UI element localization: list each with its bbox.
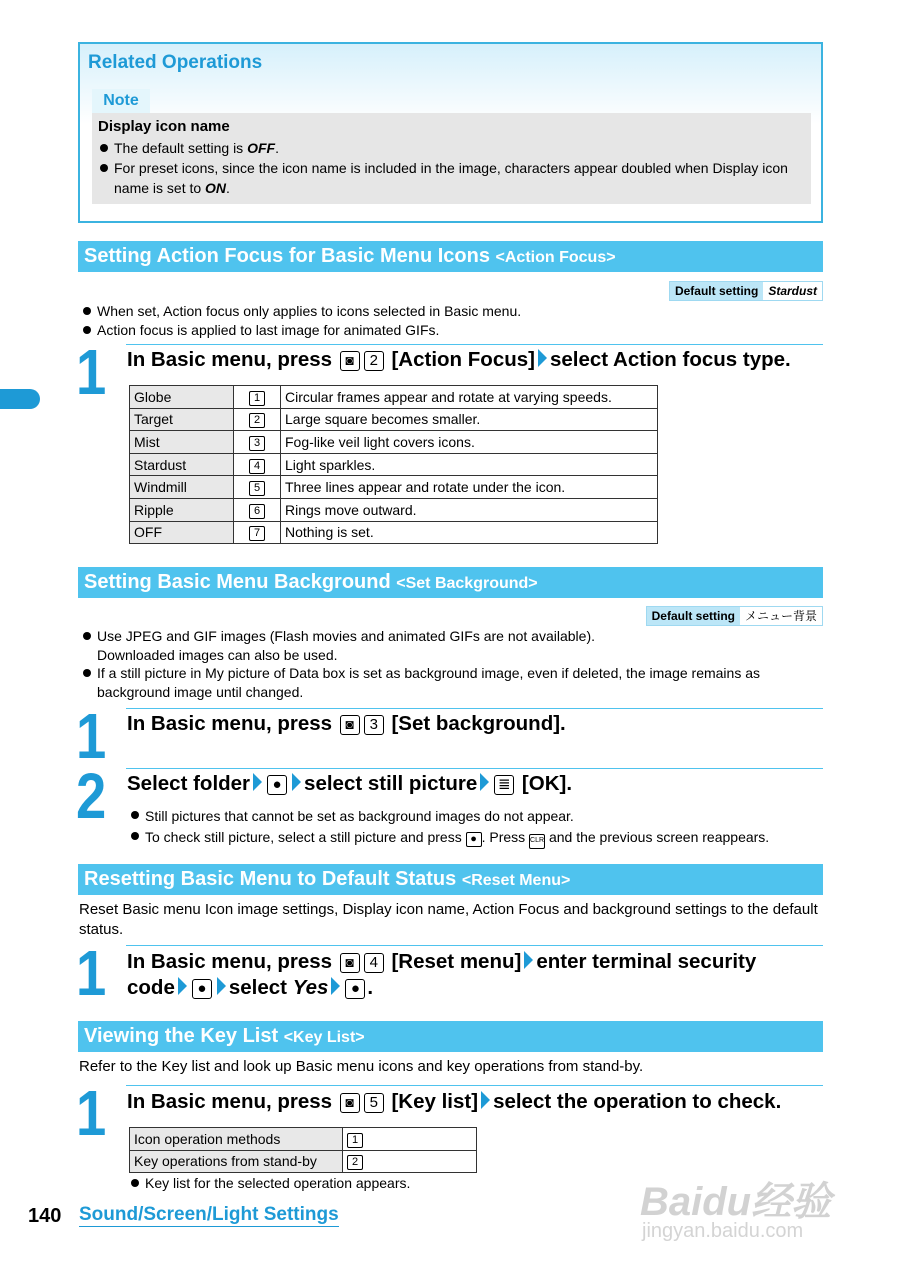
section-header-action-focus: Setting Action Focus for Basic Menu Icons <Action Focus> (78, 241, 823, 272)
key-list-intro: Refer to the Key list and look up Basic menu icons and key operations from stand-by. (79, 1058, 644, 1075)
action-focus-table (129, 385, 658, 544)
step-number: 1 (76, 336, 107, 408)
step-sub-bullets (127, 806, 827, 849)
arrow-icon (331, 977, 340, 995)
note-item: The default setting is OFF. (98, 138, 805, 158)
table-row: Globe 1 Circular frames appear and rotate at varying speeds. (130, 386, 658, 409)
watermark-url: jingyan.baidu.com (642, 1220, 804, 1242)
table-row: OFF 7 Nothing is set. (130, 521, 658, 544)
action-focus-bullets (79, 302, 824, 339)
number-key-icon: 5 (249, 481, 265, 496)
number-key-icon: 2 (249, 413, 265, 428)
default-setting-badge: Default setting Stardust (669, 281, 823, 301)
step-number: 1 (76, 1077, 107, 1149)
bullet-item: Action focus is applied to last image for animated GIFs. (79, 321, 824, 340)
camera-key-icon: ◙ (340, 1093, 360, 1113)
bullet-item: When set, Action focus only applies to icons selected in Basic menu. (79, 302, 824, 321)
table-row: Ripple 6 Rings move outward. (130, 498, 658, 521)
number-key-icon: 2 (347, 1155, 363, 1170)
note-heading: Display icon name (98, 118, 230, 135)
arrow-icon (292, 773, 301, 791)
center-key-icon: ● (345, 979, 365, 999)
number-key-icon: 6 (249, 504, 265, 519)
menu-key-icon: ≣ (494, 775, 514, 795)
arrow-icon (253, 773, 262, 791)
center-key-icon: ● (192, 979, 212, 999)
step-number: 2 (76, 760, 107, 832)
note-label: Note (92, 89, 150, 113)
default-setting-badge: Default setting メニュー背景 (646, 606, 823, 626)
step-divider (126, 1085, 823, 1086)
step-instruction: Select folder ● select still picture ≣ [OK]. (127, 772, 573, 795)
related-operations-box (78, 42, 823, 223)
arrow-icon (538, 349, 547, 367)
note-list (98, 138, 805, 198)
center-key-icon: ● (466, 832, 482, 847)
table-row: Stardust 4 Light sparkles. (130, 453, 658, 476)
center-key-icon: ● (267, 775, 287, 795)
camera-key-icon: ◙ (340, 953, 360, 973)
number-key-icon: 7 (249, 526, 265, 541)
step-instruction: In Basic menu, press ◙ 5 [Key list] select the operation to check. (127, 1090, 782, 1113)
step-instruction: In Basic menu, press ◙ 2 [Action Focus] select Action focus type. (127, 348, 791, 371)
step-divider (126, 708, 823, 709)
related-operations-title: Related Operations (88, 52, 263, 73)
note-item: For preset icons, since the icon name is included in the image, characters appear doubled when Display icon name is set to ON. (98, 158, 805, 198)
number-key-icon: 2 (364, 351, 384, 371)
arrow-icon (480, 773, 489, 791)
step-number: 1 (76, 700, 107, 772)
bullet-item: Still pictures that cannot be set as background images do not appear. (127, 806, 827, 827)
bullet-item: To check still picture, select a still picture and press ● . Press CLR and the previous screen reappears. (127, 827, 827, 849)
table-row: Icon operation methods 1 (130, 1128, 477, 1151)
step-instruction: In Basic menu, press ◙ 3 [Set background]. (127, 712, 566, 735)
bullet-item: Use JPEG and GIF images (Flash movies and animated GIFs are not available). Downloaded images can also be used. (79, 627, 824, 664)
arrow-icon (524, 951, 533, 969)
section-header-reset-menu: Resetting Basic Menu to Default Status <Reset Menu> (78, 864, 823, 895)
page-number: 140 (28, 1205, 62, 1227)
watermark (640, 1150, 850, 1245)
step-divider (126, 768, 823, 769)
table-row: Mist 3 Fog-like veil light covers icons. (130, 431, 658, 454)
step-number: 1 (76, 937, 107, 1009)
arrow-icon (217, 977, 226, 995)
table-row: Windmill 5 Three lines appear and rotate under the icon. (130, 476, 658, 499)
step-instruction: In Basic menu, press ◙ 4 [Reset menu] enter terminal security code ● select Yes ● . (127, 950, 757, 999)
arrow-icon (178, 977, 187, 995)
chapter-side-tab (0, 389, 40, 409)
arrow-icon (481, 1091, 490, 1109)
table-row: Key operations from stand-by 2 (130, 1150, 477, 1173)
number-key-icon: 1 (249, 391, 265, 406)
note-body (92, 113, 811, 204)
number-key-icon: 1 (347, 1133, 363, 1148)
watermark-logo: Baidu经验 (640, 1180, 832, 1224)
number-key-icon: 3 (364, 715, 384, 735)
key-list-table (129, 1127, 477, 1173)
step-divider (126, 344, 823, 345)
chapter-link[interactable]: Sound/Screen/Light Settings (79, 1204, 339, 1225)
number-key-icon: 4 (249, 459, 265, 474)
table-row: Target 2 Large square becomes smaller. (130, 408, 658, 431)
bullet-item: If a still picture in My picture of Data box is set as background image, even if deleted, the image remains as background image until changed. (79, 664, 824, 701)
section-header-key-list: Viewing the Key List <Key List> (78, 1021, 823, 1052)
camera-key-icon: ◙ (340, 715, 360, 735)
background-bullets (79, 627, 824, 701)
bullet-item: Key list for the selected operation appears. (127, 1174, 827, 1193)
section-header-set-background: Setting Basic Menu Background <Set Background> (78, 567, 823, 598)
number-key-icon: 5 (364, 1093, 384, 1113)
camera-key-icon: ◙ (340, 351, 360, 371)
number-key-icon: 3 (249, 436, 265, 451)
number-key-icon: 4 (364, 953, 384, 973)
step-divider (126, 945, 823, 946)
clear-key-icon: CLR (529, 834, 545, 849)
reset-intro: Reset Basic menu Icon image settings, Display icon name, Action Focus and background settings to the default status. (79, 901, 818, 938)
